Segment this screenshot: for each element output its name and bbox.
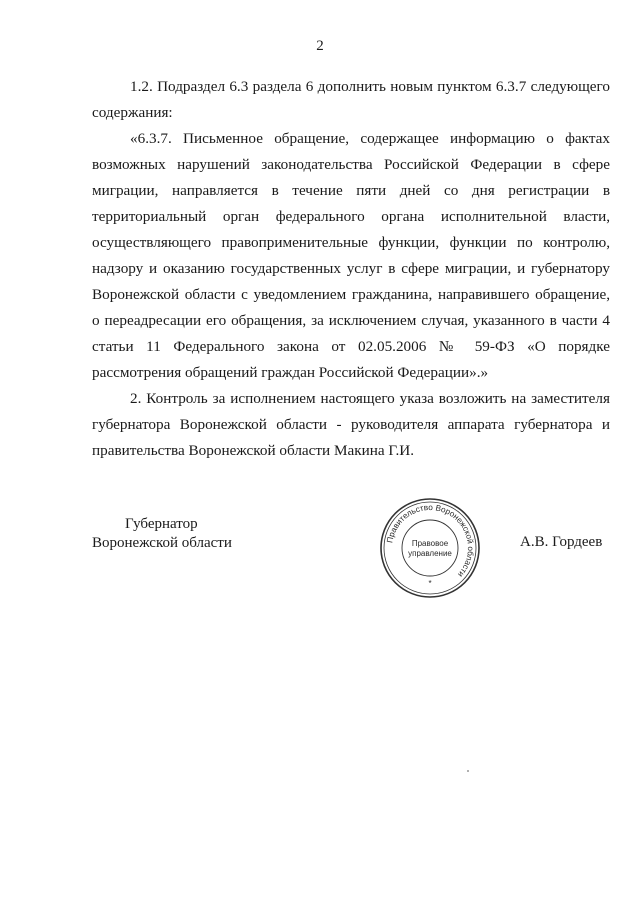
document-body (92, 74, 610, 464)
signatory-name: А.В. Гордеев (520, 534, 603, 550)
stamp-center-line1: Правовое (411, 539, 449, 548)
official-stamp (378, 496, 482, 600)
signatory-title (92, 515, 272, 553)
stamp-ring-text: Правительство Воронежской области (385, 502, 476, 579)
stamp-center-line2: управление (408, 549, 452, 558)
page-number: 2 (316, 38, 324, 54)
paragraph-1-2: 1.2. Подраздел 6.3 раздела 6 дополнить новым пунктом 6.3.7 следующего содержания: (92, 78, 610, 121)
paragraph-6-3-7: «6.3.7. Письменное обращение, содержащее информацию о фактах возможных нарушений законодательства Российской Федерации в сфере миграции, направляется в течение пяти дней со дня регистрации в территориальный орган федерального органа исполнительной власти, осуществляющего правоприменительные функции, функции по контролю, надзору и оказанию государственных услуг в сфере миграции, и губернатору Воронежской области с уведомлением гражданина, направившего обращение, о переадресации его обращения, за исключением случая, указанного в части 4 статьи 11 Федерального закона от 02.05.2006 № 59-ФЗ «О порядке рассмотрения обращений граждан Российской Федерации».» (92, 130, 610, 381)
signatory-title-line2: Воронежской области (92, 535, 232, 551)
scan-speck (467, 770, 469, 772)
paragraph-2: 2. Контроль за исполнением настоящего указа возложить на заместителя губернатора Воронежской области - руководителя аппарата губернатора и правительства Воронежской области Макина Г.И. (92, 390, 610, 459)
signatory-title-line1: Губернатор (125, 516, 198, 532)
stamp-star: * (428, 579, 432, 588)
